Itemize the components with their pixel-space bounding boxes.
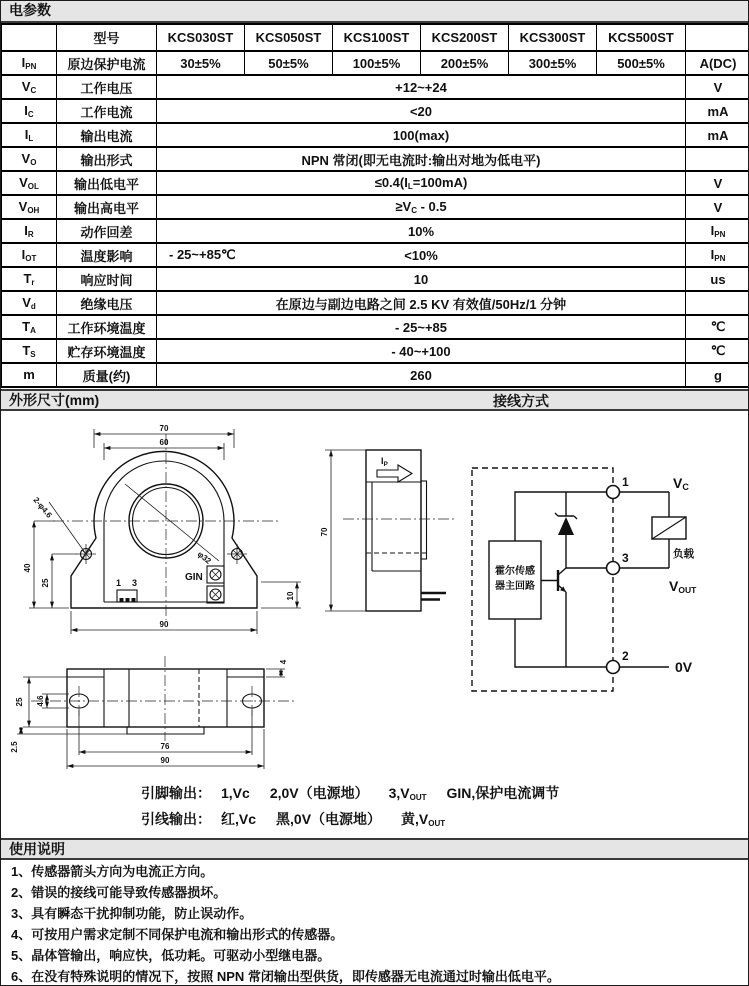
cell-param-name: 温度影响 [57, 243, 157, 267]
side-view-drawing [319, 426, 464, 626]
table-row [2, 291, 749, 315]
cell-param-name: 工作环境温度 [57, 315, 157, 339]
cell-model: KCS300ST [509, 24, 597, 51]
section-header-dimensions [1, 389, 748, 411]
zener-diode [555, 513, 577, 535]
table-row [2, 147, 749, 171]
circuit-wires [515, 492, 669, 667]
cell-value: NPN 常闭(即无电流时:输出对地为低电平) [157, 147, 686, 171]
table-row [2, 363, 749, 387]
table-row-models [2, 24, 749, 51]
load-label: 负载 [673, 548, 694, 560]
pin3-label: 3 [132, 578, 138, 588]
connector-pins [116, 578, 137, 602]
cell-empty [2, 24, 57, 51]
cell-param-name: 输出低电平 [57, 171, 157, 195]
cell-value: 100±5% [333, 51, 421, 75]
cell-unit [686, 147, 749, 171]
cell-model: KCS500ST [597, 24, 686, 51]
table-row [2, 171, 749, 195]
dim-25-bottom: 25 [15, 697, 24, 707]
cell-symbol: $I_L$ [2, 123, 57, 147]
table-row [2, 243, 749, 267]
cell-unit: mA [686, 99, 749, 123]
cell-unit: V [686, 75, 749, 99]
cell-unit [686, 291, 749, 315]
cell-value: 在原边与副边电路之间 2.5 KV 有效值/50Hz/1 分钟 [157, 291, 686, 315]
gin-terminals [185, 566, 224, 603]
cell-symbol: $T_S$ [2, 339, 57, 363]
primary-current-arrow [377, 456, 412, 482]
table-row [2, 51, 749, 75]
gnd-label: 0V [675, 659, 693, 675]
npn-transistor [558, 568, 566, 592]
bore-diameter-label: φ32 [195, 549, 213, 566]
cell-model: KCS030ST [157, 24, 245, 51]
cell-param-name: 工作电流 [57, 99, 157, 123]
cell-param-name: 质量(约) [57, 363, 157, 387]
pinout-label: 引脚输出： [141, 785, 211, 801]
svg-text:IP: $I_P$ [381, 456, 388, 468]
cell-symbol: $T_A$ [2, 315, 57, 339]
pinout-label: 引线输出： [141, 811, 211, 827]
cell-unit: $I_{PN}$ [686, 243, 749, 267]
gin-label: GIN [185, 572, 203, 583]
terminals [607, 475, 698, 675]
dim-76: 76 [160, 742, 170, 751]
cell-value: 10 [157, 267, 686, 291]
mounting-holes [49, 502, 247, 564]
cell-unit: mA [686, 123, 749, 147]
cell-param-name: 绝缘电压 [57, 291, 157, 315]
cell-value: - 25~+85 [157, 315, 686, 339]
hall-label-line1: 霍尔传感 [495, 566, 535, 577]
cell-value: 10% [157, 219, 686, 243]
note-item: 4、可按用户需求定制不同保护电流和输出形式的传感器。 [11, 927, 344, 942]
sensor-side-body [343, 450, 455, 611]
cell-value: ≥VC - 0.5 [157, 195, 686, 219]
section-title-usage: 使用说明 [9, 841, 65, 857]
cell-symbol: $V_{OL}$ [2, 171, 57, 195]
cell-symbol: $T_r$ [2, 267, 57, 291]
section-title-dimensions: 外形尺寸(mm) [9, 392, 100, 408]
side-dimensions [320, 450, 366, 611]
note-item: 3、具有瞬态干扰抑制功能，防止误动作。 [11, 906, 253, 921]
dim-70-side: 70 [320, 527, 329, 537]
cell-model-label: 型号 [57, 24, 157, 51]
cell-param-name: 动作回差 [57, 219, 157, 243]
bottom-dimensions [10, 659, 288, 769]
pinout-line-wires: 引线输出： 红,Vc 黑,0V（电源地） 黄$,V_{OUT}$ [141, 811, 446, 828]
table-row [2, 123, 749, 147]
cell-unit: V [686, 195, 749, 219]
dim-2.5: 2.5 [10, 741, 19, 753]
table-row [2, 339, 749, 363]
dim-90: 90 [159, 620, 169, 629]
front-view-drawing [9, 418, 319, 653]
cell-symbol: $V_C$ [2, 75, 57, 99]
pinout-legend [141, 780, 579, 832]
dim-60: 60 [159, 438, 169, 447]
table-row [2, 75, 749, 99]
note-item: 2、错误的接线可能导致传感器损坏。 [11, 885, 227, 900]
dim-10: 10 [286, 591, 295, 601]
dim-4: 4 [279, 659, 288, 665]
cell-model: KCS050ST [245, 24, 333, 51]
table-row [2, 315, 749, 339]
cell-unit: A(DC) [686, 51, 749, 75]
table-row [2, 195, 749, 219]
cell-value: 100(max) [157, 123, 686, 147]
pin1-label: 1 [116, 578, 122, 588]
dim-25: 25 [41, 578, 50, 588]
cell-symbol: $V_{OH}$ [2, 195, 57, 219]
wiring-circuit-diagram [463, 444, 747, 699]
cell-value: 200±5% [421, 51, 509, 75]
cell-unit: V [686, 171, 749, 195]
svg-text:VOUT: VOUT [669, 578, 697, 595]
dim-70: 70 [159, 424, 169, 433]
cell-symbol: $V_d$ [2, 291, 57, 315]
terminal-2-label: 2 [622, 649, 629, 663]
sensor-front-body [71, 451, 257, 608]
hall-label-line2: 器主回路 [495, 581, 535, 592]
cell-value: <20 [157, 99, 686, 123]
cell-symbol: $I_R$ [2, 219, 57, 243]
table-row [2, 267, 749, 291]
section-header-usage [1, 838, 748, 860]
hall-circuit-block [489, 541, 541, 619]
cell-param-name: 输出高电平 [57, 195, 157, 219]
cell-unit: $I_{PN}$ [686, 219, 749, 243]
cell-value: 300±5% [509, 51, 597, 75]
terminal-3-label: 3 [622, 551, 629, 565]
cell-model: KCS200ST [421, 24, 509, 51]
cell-unit: g [686, 363, 749, 387]
cell-value: - 25~+85℃ <10% [157, 243, 686, 267]
cell-model: KCS100ST [333, 24, 421, 51]
sensor-boundary [472, 468, 613, 691]
bottom-view-drawing [9, 644, 319, 779]
load-symbol [652, 517, 694, 560]
dim-4.6: 4.6 [36, 695, 45, 707]
terminal-1-label: 1 [622, 475, 629, 489]
cell-unit: ℃ [686, 315, 749, 339]
cell-param-name: 输出电流 [57, 123, 157, 147]
cell-param-name: 工作电压 [57, 75, 157, 99]
cell-value: 30±5% [157, 51, 245, 75]
hole-diameter-label: 2-φ4.6 [31, 495, 54, 520]
cell-symbol: $I_{PN}$ [2, 51, 57, 75]
cell-param-name: 输出形式 [57, 147, 157, 171]
note-item: 6、在没有特殊说明的情况下，按照 NPN 常闭输出型供货，即传感器无电流通过时输出低电平。 [11, 969, 560, 984]
dim-90-bottom: 90 [160, 756, 170, 765]
cell-unit [686, 24, 749, 51]
cell-value: 500±5% [597, 51, 686, 75]
sensor-bottom-body [67, 669, 264, 734]
center-lines [53, 434, 279, 620]
cell-value: +12~+24 [157, 75, 686, 99]
cell-symbol: $I_{OT}$ [2, 243, 57, 267]
table-row [2, 219, 749, 243]
cell-param-name: 原边保护电流 [57, 51, 157, 75]
cell-value: 260 [157, 363, 686, 387]
cell-unit: ℃ [686, 339, 749, 363]
electrical-params-table [1, 23, 749, 388]
section-title-wiring: 接线方式 [493, 393, 549, 409]
dim-40: 40 [23, 563, 32, 573]
drawings-area [1, 412, 749, 838]
cell-value: ≤0.4(IL=100mA) [157, 171, 686, 195]
cell-value: 50±5% [245, 51, 333, 75]
svg-text:VC: VC [673, 475, 689, 492]
note-item: 5、晶体管输出，响应快，低功耗。可驱动小型继电器。 [11, 948, 331, 963]
section-header-electrical [1, 1, 748, 23]
pinout-line-pins: 引脚输出： 1,Vc 2,0V（电源地） $3,V_{OUT}$ GIN,保护电流调节 [141, 785, 560, 802]
cell-unit: us [686, 267, 749, 291]
cell-symbol: $V_O$ [2, 147, 57, 171]
section-title-electrical: 电参数 [9, 2, 51, 18]
table-row [2, 99, 749, 123]
usage-notes [1, 861, 749, 986]
cell-symbol: m [2, 363, 57, 387]
cell-symbol: $I_C$ [2, 99, 57, 123]
cell-value: - 40~+100 [157, 339, 686, 363]
note-item: 1、传感器箭头方向为电流正方向。 [11, 864, 214, 879]
cell-param-name: 响应时间 [57, 267, 157, 291]
cell-param-name: 贮存环境温度 [57, 339, 157, 363]
